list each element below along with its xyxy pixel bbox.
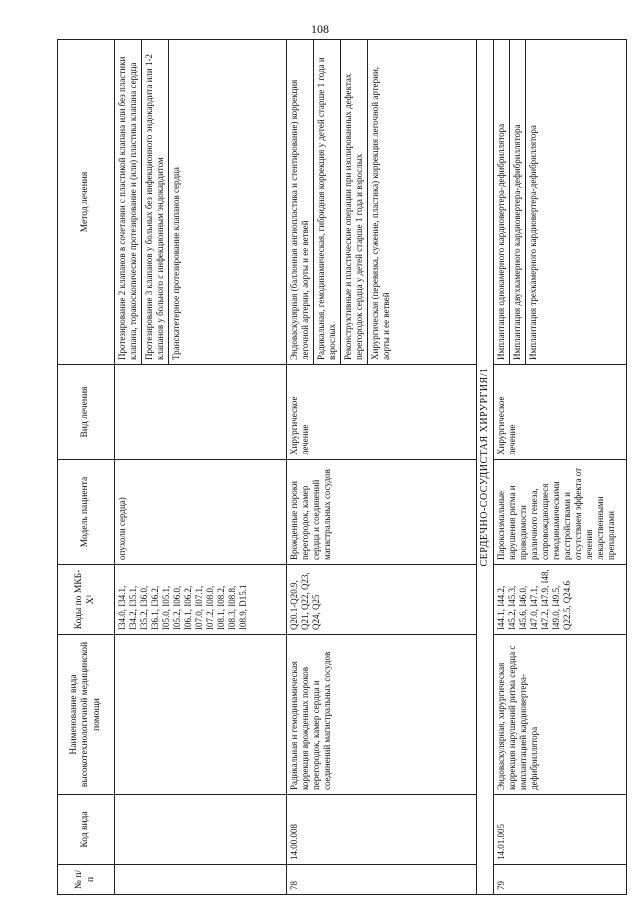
row78-name: Радикальная и гемодинамическая коррекция врожденных пороков перегородок, камер сердца и соединений магистральных сосудов (287, 635, 477, 795)
vmp-table (57, 39, 627, 895)
cont-methods (115, 40, 287, 365)
row78-model: Врожденные пороки перегородок, камер сердца и соединений магистральных сосудов (287, 460, 477, 565)
method-item: Радикальная, гемодинамическая, гибридная коррекция у детей старше 1 года и взрослых (314, 40, 341, 364)
row79-icd: I44.1, I44.2, I45.2, I45.3, I45.6, I46.0, I47.0, I47.1, I47.2, I47.9, I48, I49.0, I49.5, Q22.5, Q24.6 (494, 565, 627, 635)
cont-code (115, 795, 287, 865)
row79-methods (494, 40, 627, 365)
method-item: Протезирование 3 клапанов у больных без инфекционного эндокардита или 1-2 клапанов у больного с инфекционным эндокардитом (142, 40, 169, 364)
row79-treatment: Хирургическое лечение (494, 365, 627, 460)
row79-model: Пароксизмальные нарушения ритма и проводимости различного генеза, сопровождающиеся гемодинамическими расстройствами и отсутствием эффекта от лечения лекарственными препаратами (494, 460, 627, 565)
header-icd: Коды по МКБ-X¹ (58, 565, 115, 635)
section-title: СЕРДЕЧНО-СОСУДИСТАЯ ХИРУРГИЯ/1 (477, 40, 494, 895)
header-name: Наименование вида высокотехнологичной медицинской помощи (58, 635, 115, 795)
cont-treatment (115, 365, 287, 460)
row78-code: 14.00.008 (287, 795, 477, 865)
method-item: Транскатетерное протезирование клапанов сердца (170, 167, 181, 360)
row78-methods (287, 40, 477, 365)
table-row-79 (494, 40, 627, 895)
header-model: Модель пациента (58, 460, 115, 565)
page-number: 108 (311, 22, 329, 36)
row78-treatment: Хирургическое лечение (287, 365, 477, 460)
row79-code: 14.01.005 (494, 795, 627, 865)
row79-name: Эндоваскулярная, хирургическая коррекция нарушений ритма сердца с имплантацией кардиовертера-дефибриллятора (494, 635, 627, 795)
cont-model: опухоли сердца) (115, 460, 287, 565)
cont-num (115, 865, 287, 895)
method-item: Имплантация трехкамерного кардиовертера-дефибриллятора (528, 125, 539, 360)
header-code: Код вида (58, 795, 115, 865)
header-row (58, 40, 115, 895)
row78-icd: Q20.1-Q20.9, Q21, Q22, Q23, Q24, Q25 (287, 565, 477, 635)
header-treatment: Вид лечения (58, 365, 115, 460)
cont-name (115, 635, 287, 795)
section-row (477, 40, 494, 895)
row79-num: 79 (494, 865, 627, 895)
method-item: Реконструктивные и пластические операции при изолированных дефектах перегородок сердца у детей старше 1 года и взрослых (341, 40, 368, 364)
method-item: Протезирование 2 клапанов в сочетании с пластикой клапана или без пластики клапана, торакоскопическое протезирование и (или) пластика клапана сердца (115, 40, 142, 364)
table-row-78 (287, 40, 477, 895)
rotated-table-container (57, 40, 627, 895)
method-item: Хирургическая (перевязка, сужение, пластика) коррекция легочной артерии, аорты и ее ветвей (369, 66, 391, 360)
header-num: № п/п (58, 865, 115, 895)
table-row-continued (115, 40, 287, 895)
header-method: Метод лечения (58, 40, 115, 365)
method-item: Имплантация однокамерного кардиовертера-дефибриллятора (494, 40, 510, 364)
method-item: Эндоваскулярная (баллонная ангиопластика и стентирование) коррекция легочной артерии, аорты и ее ветвей (287, 40, 314, 364)
method-item: Имплантация двухкамерного кардиовертера-дефибриллятора (510, 40, 526, 364)
row78-num: 78 (287, 865, 477, 895)
cont-icd: I34.0, I34.1, I34.2, I35.1, I35.2, I36.0, I36.1, I36.2, I05.0, I05.1, I05.2, I06.0, I06.1, I06.2, I07.0, I07.1, I07.2, I08.0, I08.1, I08.2, I08.3, I08.8, I08.9, D15.1 (115, 565, 287, 635)
